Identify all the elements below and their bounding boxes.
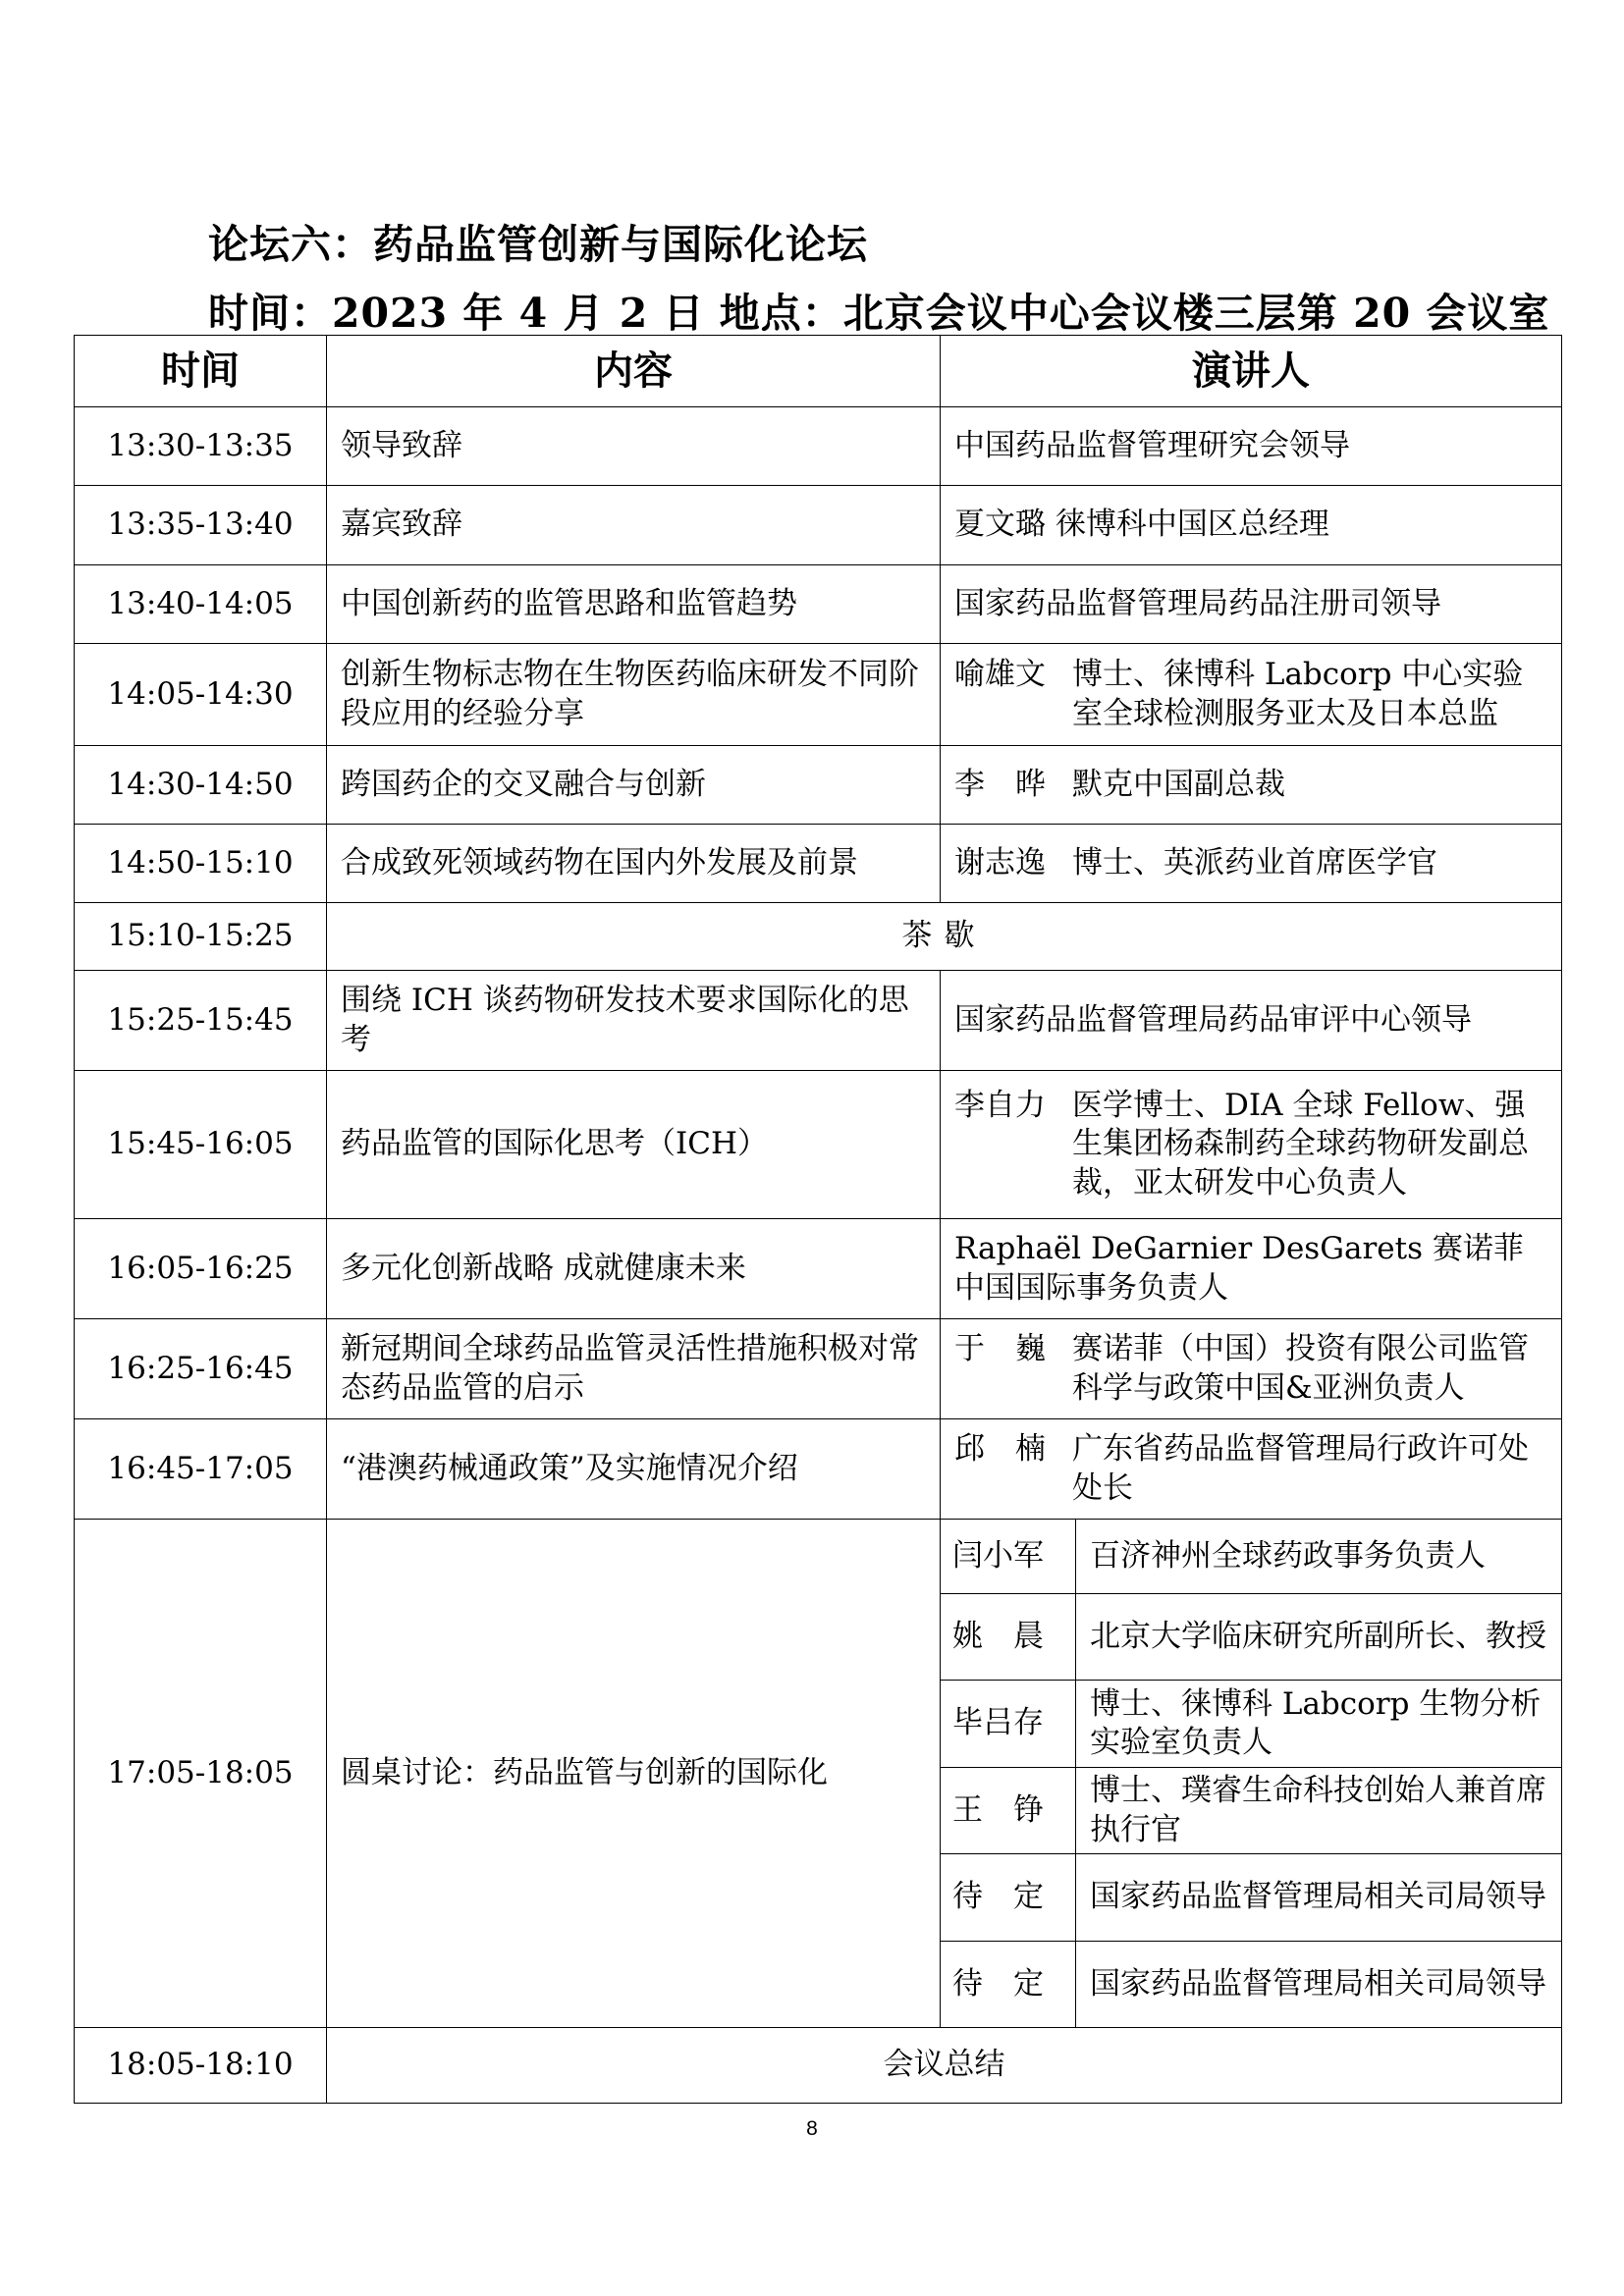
table-row — [75, 1219, 1562, 1319]
time-cell: 14:05-14:30 — [75, 644, 327, 746]
speaker-name: Raphaël DeGarnier DesGarets — [954, 1231, 1423, 1267]
speaker-title: 默克中国副总裁 — [1072, 766, 1285, 802]
agenda-table — [74, 335, 1562, 2104]
table-row — [75, 746, 1562, 825]
speaker-cell — [941, 644, 1562, 746]
time-cell: 15:25-15:45 — [75, 971, 327, 1071]
time-cell: 15:45-16:05 — [75, 1071, 327, 1219]
page-number: 8 — [806, 2117, 818, 2140]
table-row — [75, 644, 1562, 746]
panelist-name: 毕吕存 — [941, 1681, 1076, 1768]
panelist-title: 博士、徕博科 Labcorp 生物分析实验室负责人 — [1076, 1681, 1562, 1768]
speaker-cell — [941, 1071, 1562, 1219]
panelist-title: 百济神州全球药政事务负责人 — [1076, 1520, 1562, 1594]
table-row — [75, 1419, 1562, 1520]
content-cell: 创新生物标志物在生物医药临床研发不同阶段应用的经验分享 — [327, 644, 941, 746]
speaker-cell — [941, 1219, 1562, 1319]
content-cell: 合成致死领域药物在国内外发展及前景 — [327, 825, 941, 903]
table-row-closing — [75, 2028, 1562, 2104]
speaker-cell: 国家药品监督管理局药品注册司领导 — [941, 565, 1562, 644]
time-cell: 13:35-13:40 — [75, 486, 327, 565]
panelist-title: 北京大学临床研究所副所长、教授 — [1076, 1594, 1562, 1681]
speaker-title: 博士、徕博科 Labcorp 中心实验室全球检测服务亚太及日本总监 — [1072, 657, 1524, 731]
time-cell: 13:40-14:05 — [75, 565, 327, 644]
closing-cell: 会议总结 — [327, 2028, 1562, 2104]
table-row — [75, 825, 1562, 903]
content-cell: 跨国药企的交叉融合与创新 — [327, 746, 941, 825]
header-speaker: 演讲人 — [941, 336, 1562, 407]
speaker-name: 李自力 — [954, 1088, 1046, 1124]
break-cell: 茶歇 — [327, 903, 1562, 971]
speaker-title: 博士、英派药业首席医学官 — [1072, 844, 1437, 881]
panelist-name: 王 铮 — [941, 1768, 1076, 1854]
content-cell: “港澳药械通政策”及实施情况介绍 — [327, 1419, 941, 1520]
speaker-title: 广东省药品监督管理局行政许可处处长 — [1072, 1431, 1529, 1506]
speaker-cell: 夏文璐 徕博科中国区总经理 — [941, 486, 1562, 565]
content-cell: 领导致辞 — [327, 407, 941, 486]
speaker-cell — [941, 1419, 1562, 1520]
content-cell: 多元化创新战略 成就健康未来 — [327, 1219, 941, 1319]
table-row — [75, 486, 1562, 565]
table-header-row — [75, 336, 1562, 407]
table-row — [75, 565, 1562, 644]
table-row-break — [75, 903, 1562, 971]
content-cell: 中国创新药的监管思路和监管趋势 — [327, 565, 941, 644]
speaker-cell — [941, 746, 1562, 825]
speaker-cell: 国家药品监督管理局药品审评中心领导 — [941, 971, 1562, 1071]
panelist-title: 博士、璞睿生命科技创始人兼首席执行官 — [1076, 1768, 1562, 1854]
forum-time-location: 时间：2023 年 4 月 2 日 地点：北京会议中心会议楼三层第 20 会议室 — [208, 290, 1550, 337]
header-content: 内容 — [327, 336, 941, 407]
panel-time-cell: 17:05-18:05 — [75, 1520, 327, 2028]
panelist-name: 待 定 — [941, 1942, 1076, 2028]
forum-title: 论坛六：药品监管创新与国际化论坛 — [208, 221, 868, 268]
header-time: 时间 — [75, 336, 327, 407]
speaker-name: 喻雄文 — [954, 657, 1046, 693]
content-cell: 药品监管的国际化思考（ICH） — [327, 1071, 941, 1219]
panelist-title: 国家药品监督管理局相关司局领导 — [1076, 1942, 1562, 2028]
speaker-title: 赛诺菲中国国际事务负责人 — [954, 1231, 1524, 1306]
speaker-name: 李 晔 — [954, 766, 1046, 802]
panel-content-cell: 圆桌讨论：药品监管与创新的国际化 — [327, 1520, 941, 2028]
speaker-title: 医学博士、DIA 全球 Fellow、强生集团杨森制药全球药物研发副总裁，亚太研发中心负责人 — [1072, 1088, 1529, 1201]
speaker-title: 赛诺菲（中国）投资有限公司监管科学与政策中国&亚洲负责人 — [1072, 1331, 1529, 1406]
content-cell: 嘉宾致辞 — [327, 486, 941, 565]
panelist-name: 待 定 — [941, 1854, 1076, 1942]
time-cell: 16:25-16:45 — [75, 1319, 327, 1419]
time-cell: 16:45-17:05 — [75, 1419, 327, 1520]
time-cell: 14:30-14:50 — [75, 746, 327, 825]
table-row — [75, 1071, 1562, 1219]
time-cell: 13:30-13:35 — [75, 407, 327, 486]
content-cell: 围绕 ICH 谈药物研发技术要求国际化的思考 — [327, 971, 941, 1071]
speaker-cell — [941, 1319, 1562, 1419]
time-cell: 14:50-15:10 — [75, 825, 327, 903]
panel-row — [75, 1520, 1562, 1594]
speaker-name: 邱 楠 — [954, 1431, 1046, 1468]
panelist-title: 国家药品监督管理局相关司局领导 — [1076, 1854, 1562, 1942]
table-row — [75, 407, 1562, 486]
speaker-cell — [941, 825, 1562, 903]
speaker-name: 于 巍 — [954, 1331, 1046, 1367]
time-cell: 18:05-18:10 — [75, 2028, 327, 2104]
time-cell: 16:05-16:25 — [75, 1219, 327, 1319]
speaker-name: 谢志逸 — [954, 844, 1046, 881]
table-row — [75, 971, 1562, 1071]
panelist-name: 闫小军 — [941, 1520, 1076, 1594]
speaker-cell: 中国药品监督管理研究会领导 — [941, 407, 1562, 486]
content-cell: 新冠期间全球药品监管灵活性措施积极对常态药品监管的启示 — [327, 1319, 941, 1419]
time-cell: 15:10-15:25 — [75, 903, 327, 971]
panelist-name: 姚 晨 — [941, 1594, 1076, 1681]
table-row — [75, 1319, 1562, 1419]
